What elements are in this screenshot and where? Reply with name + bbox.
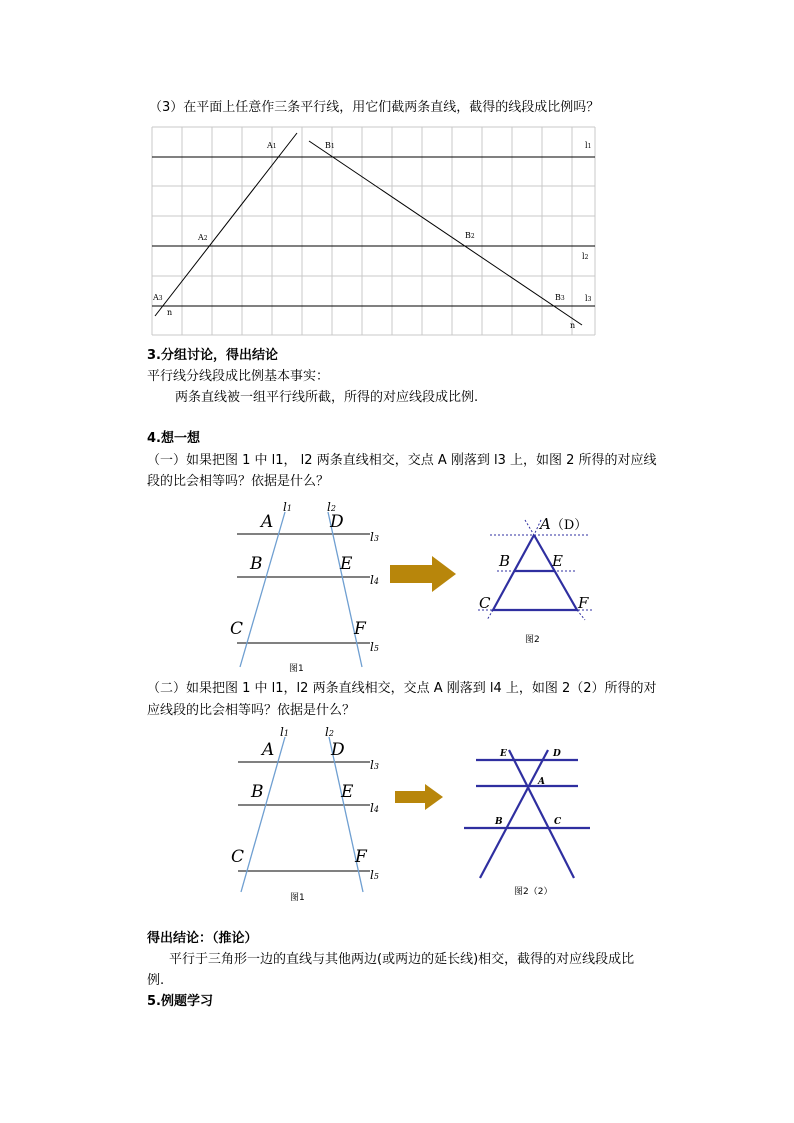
conclusion-line-2: 例. [147, 973, 165, 988]
fig1b-label-E: E [341, 782, 354, 802]
label-B1: B1 [325, 141, 335, 150]
part-2-line-1: （二）如果把图 1 中 l1，l2 两条直线相交，交点 A 刚落到 l4 上，如图 2（2）所得的对 [147, 681, 657, 696]
fig2-label-F: F [578, 594, 589, 612]
fig1b-label-l1: l1 [280, 725, 289, 739]
fig1-label-E: E [340, 554, 353, 574]
section-3-title: 3.分组讨论，得出结论 [147, 348, 278, 363]
conclusion-title: 得出结论：（推论） [147, 931, 258, 946]
part-1-line-2: 段的比会相等吗？依据是什么？ [147, 474, 330, 489]
fig1-label-l5: l5 [370, 640, 379, 654]
fig1-label-A: A [261, 512, 274, 532]
fig1b-label-l5: l5 [370, 868, 379, 882]
fig1b-label-l4: l4 [370, 801, 379, 815]
fig22-label-A: A [538, 777, 545, 787]
label-B3: B3 [555, 293, 565, 302]
fig1b-label-l2: l2 [325, 725, 334, 739]
section-5-title: 5.例题学习 [147, 994, 213, 1009]
part-1-line-1: （一）如果把图 1 中 l1， l2 两条直线相交，交点 A 刚落到 l3 上，如图 2 所得的对应线 [147, 453, 657, 468]
fig22-label-C: C [554, 817, 562, 827]
basic-fact-statement: 两条直线被一组平行线所截，所得的对应线段成比例. [175, 390, 479, 405]
fig2-label-B: B [499, 552, 511, 570]
label-A2: A2 [198, 233, 208, 242]
fig1-label-l4: l4 [370, 573, 379, 587]
label-l3: l3 [585, 294, 592, 303]
fig1-label-l3: l3 [370, 530, 379, 544]
fig1b-caption: 图1 [290, 893, 305, 903]
fig1-label-C: C [230, 619, 244, 639]
label-m: n [167, 308, 173, 317]
fig2-label-A: A（D） [540, 515, 588, 533]
fig22-label-E: E [500, 749, 507, 759]
fig1b-label-l3: l3 [370, 758, 379, 772]
fig1b-label-A: A [262, 740, 275, 760]
label-l1: l1 [585, 141, 592, 150]
fig1-label-D: D [330, 512, 344, 532]
fig1b-label-F: F [355, 847, 367, 867]
fig1-label-F: F [354, 619, 366, 639]
fig1-caption: 图1 [289, 664, 304, 674]
section-4-title: 4.想一想 [147, 431, 200, 446]
fig2-label-C: C [479, 594, 491, 612]
fig1b-label-C: C [231, 847, 245, 867]
label-n: n [570, 321, 576, 330]
fig2-caption: 图2 [525, 635, 540, 645]
fig22-caption: 图2（2） [514, 887, 553, 897]
conclusion-line-1: 平行于三角形一边的直线与其他两边(或两边的延长线)相交，截得的对应线段成比 [169, 952, 635, 967]
fig2-label-E: E [552, 552, 563, 570]
basic-fact-label: 平行线分线段成比例基本事实： [147, 369, 330, 384]
part-2-line-2: 应线段的比会相等吗？依据是什么？ [147, 703, 356, 718]
label-B2: B2 [465, 231, 475, 240]
fig1-label-l1: l1 [283, 500, 292, 514]
fig1-label-B: B [250, 554, 263, 574]
question-3-text: （3）在平面上任意作三条平行线，用它们截两条直线，截得的线段成比例吗？ [149, 100, 600, 115]
fig1b-label-D: D [331, 740, 345, 760]
label-A1: A1 [267, 141, 277, 150]
fig22-label-D: D [553, 749, 561, 759]
label-A3: A3 [153, 293, 163, 302]
fig1-label-l2: l2 [327, 500, 336, 514]
fig22-label-B: B [495, 817, 503, 827]
label-l2: l2 [582, 252, 589, 261]
fig1b-label-B: B [251, 782, 264, 802]
